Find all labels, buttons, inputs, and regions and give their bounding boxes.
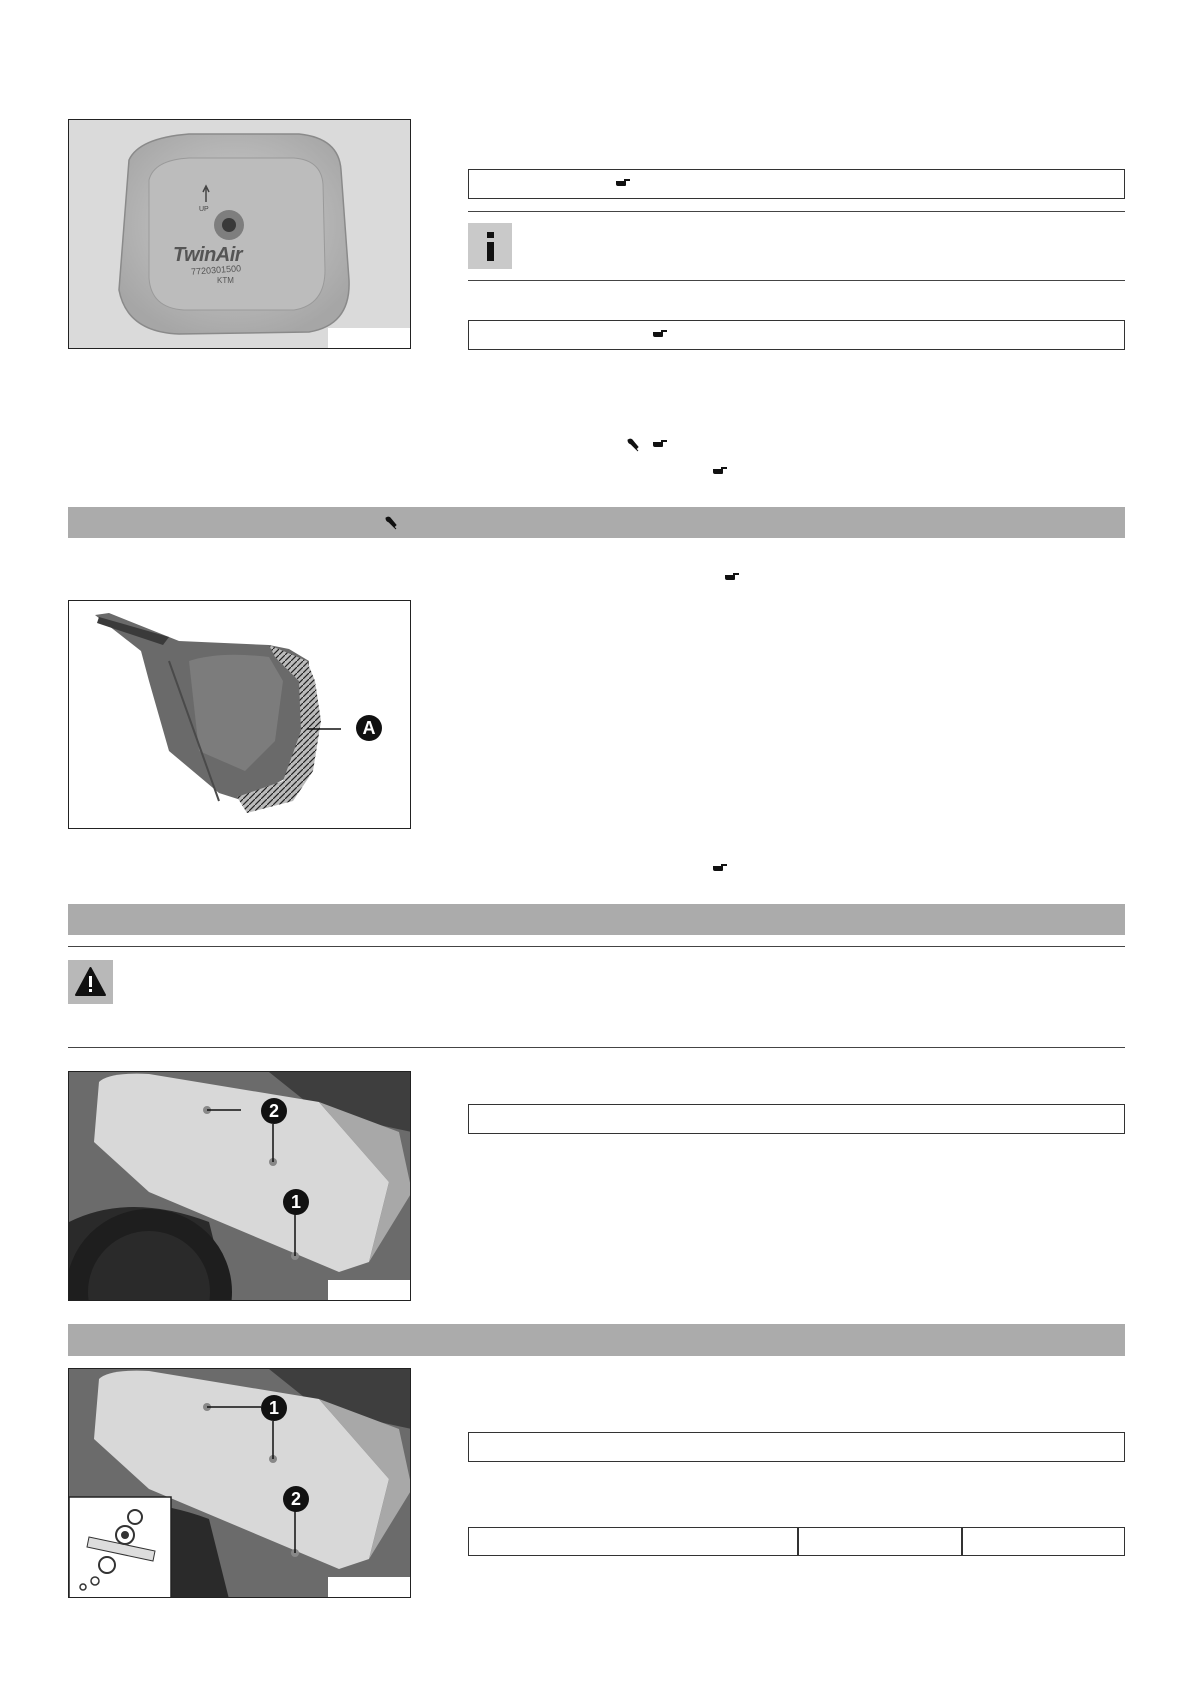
spec-box-4 [468,1432,1125,1462]
pointing-hand-icon [712,862,728,872]
air-filter-illustration [69,120,411,349]
pointing-hand-icon [615,177,631,187]
air-filter-figure [68,119,411,349]
pointing-hand-icon [724,571,740,581]
pointing-hand-icon [652,438,668,448]
callout-2: 2 [261,1098,287,1124]
section-bar-1 [68,507,1125,538]
section-bar-3 [68,1324,1125,1356]
filter-maker: KTM [217,276,234,285]
warning-icon [68,960,113,1004]
airbox-illustration [69,601,411,829]
airbox-figure [68,600,411,829]
silencer-remove-figure [68,1071,411,1301]
figure-label-box [328,1577,410,1597]
filter-part-number: 7720301500 [190,263,242,277]
silencer-remove-illustration [69,1072,411,1301]
warning-top-rule [68,946,1125,947]
info-icon [468,223,512,269]
section-bar-2 [68,904,1125,935]
spec-box-2 [468,320,1125,350]
figure-label-box [328,1280,410,1300]
silencer-install-illustration [69,1369,411,1598]
wrench-icon [384,516,398,530]
callout-2: 2 [283,1486,309,1512]
spec-box-1 [468,169,1125,199]
table-divider-2 [961,1528,963,1555]
filter-up-label: UP [199,206,209,213]
spec-box-3 [468,1104,1125,1134]
pointing-hand-icon [652,328,668,338]
callout-1: 1 [283,1189,309,1215]
info-bottom-rule [468,280,1125,281]
callout-1: 1 [261,1395,287,1421]
wrench-icon [626,438,640,452]
silencer-install-figure [68,1368,411,1598]
callout-A: A [356,715,382,741]
torque-table [468,1527,1125,1556]
figure-label-box [328,328,410,348]
filter-brand-label: TwinAir [173,244,243,266]
pointing-hand-icon [712,465,728,475]
warning-bottom-rule [68,1047,1125,1048]
info-top-rule [468,211,1125,212]
table-divider-1 [797,1528,799,1555]
